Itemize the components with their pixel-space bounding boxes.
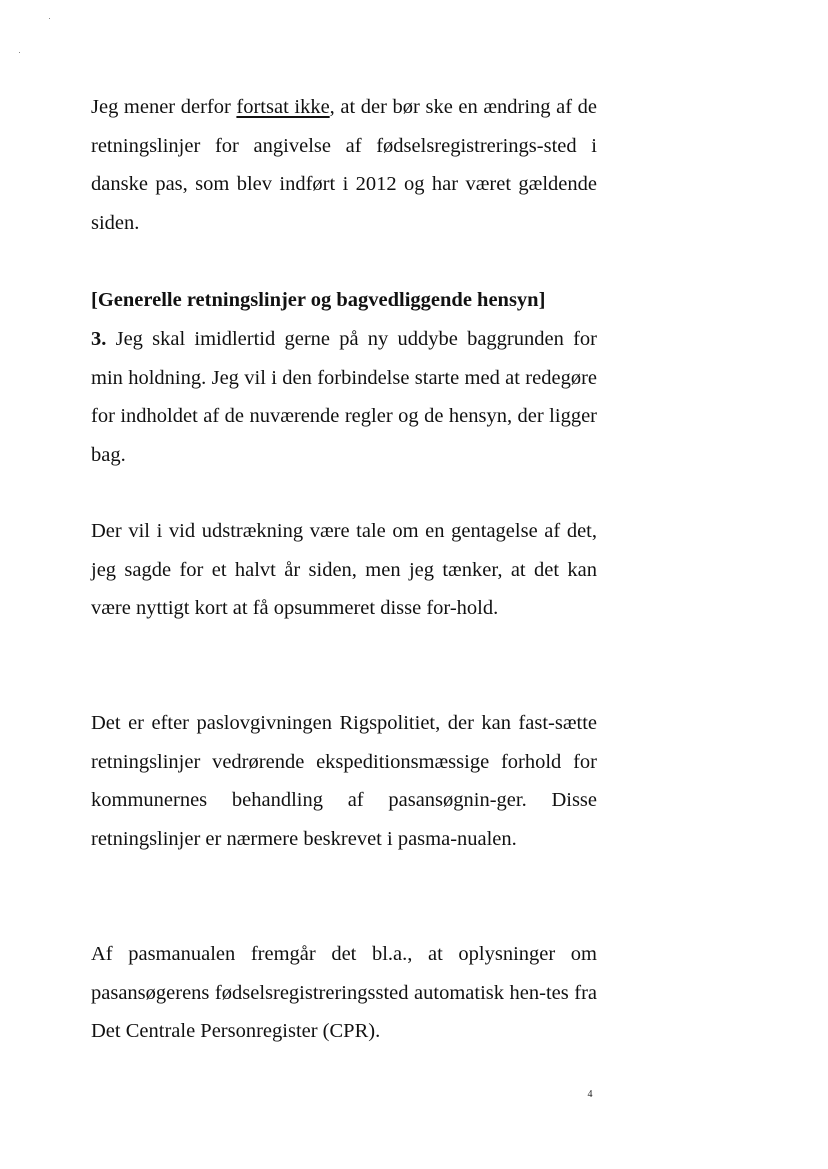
page-number: 4 [587, 1089, 593, 1100]
paragraph-text: Jeg mener derfor [91, 96, 237, 118]
section-heading: [Generelle retningslinjer og bagvedliggende hensyn] [91, 289, 546, 311]
paragraph-text: Jeg skal imidlertid gerne på ny uddybe baggrunden for min holdning. Jeg vil i den forbindelse starte med at redegøre for indholdet af de nuværende regler og de hensyn, der ligger bag. [91, 328, 597, 466]
paragraph-number: 3. [91, 328, 107, 350]
scan-speck [19, 52, 20, 53]
emphasis-underlined: fortsat ikke [236, 96, 330, 118]
paragraph-passport-law: Det er efter paslovgivningen Rigspolitiet, der kan fast-sætte retningslinjer vedrørende ekspeditionsmæssige forhold for kommunernes behandling af pasansøgnin-ger. Disse retningslinjer er nærmere beskrevet i pasma-nualen. [91, 712, 597, 850]
paragraph-passport-manual: Af pasmanualen fremgår det bl.a., at oplysninger om pasansøgerens fødselsregistreringssted automatisk hen-tes fra Det Centrale Personregister (CPR). [91, 943, 597, 1042]
paragraph-repetition: Der vil i vid udstrækning være tale om en gentagelse af det, jeg sagde for et halvt år siden, men jeg tænker, at det kan være nyttigt kort at få opsummeret disse for-hold. [91, 520, 597, 619]
paragraph-conclusion [91, 88, 597, 242]
scan-speck [49, 18, 50, 19]
paragraph-numbered [91, 320, 597, 474]
paragraph-text: , at der bør ske en ændring af de retningslinjer for angivelse af fødselsregistrerings-sted i danske pas, som blev indført i 2012 og har været gældende siden. [91, 96, 597, 234]
